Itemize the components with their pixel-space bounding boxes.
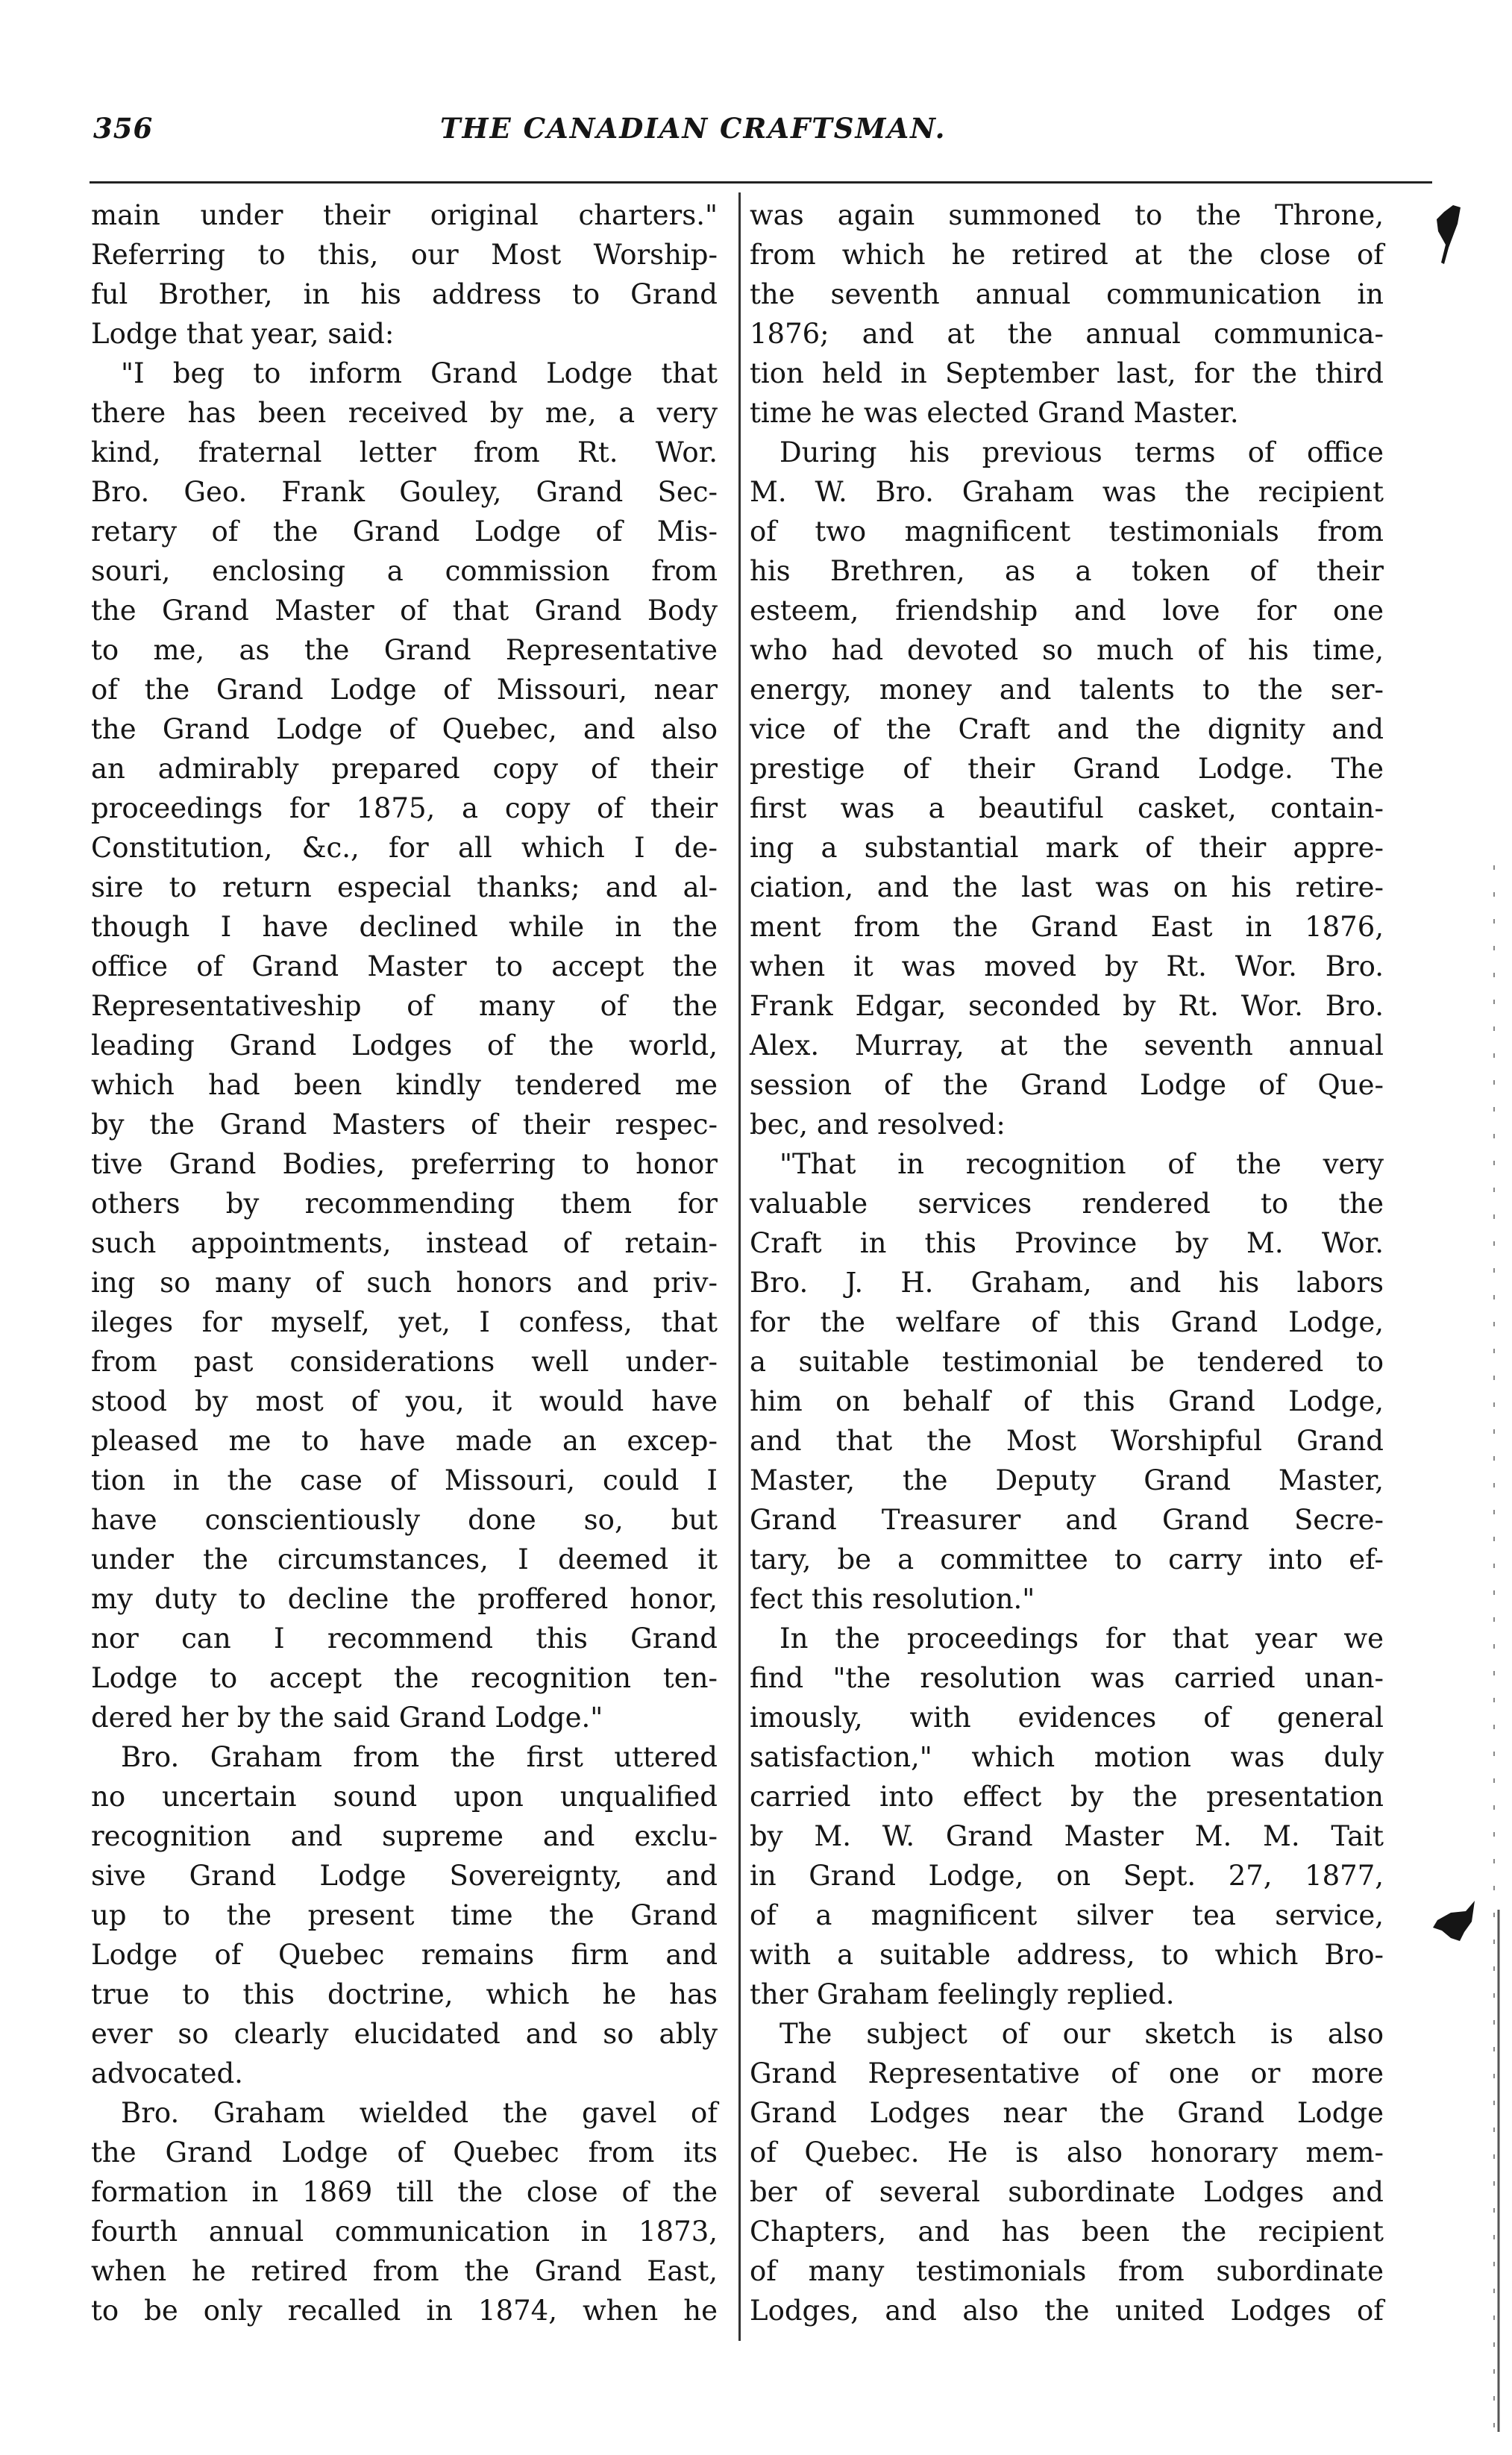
right-column-text-line: ciation, and the last was on his retire- xyxy=(750,871,1384,903)
right-column-text-line: tion held in September last, for the third xyxy=(750,357,1384,389)
left-column-text-line: Bro. Graham wielded the gavel of xyxy=(121,2097,718,2129)
left-column-text-line: Referring to this, our Most Worship- xyxy=(91,239,718,271)
right-column-text-line: Grand Treasurer and Grand Secre- xyxy=(750,1504,1384,1536)
right-column-text-line: with a suitable address, to which Bro- xyxy=(750,1939,1384,1971)
right-column-text-line: bec, and resolved: xyxy=(750,1109,1006,1141)
left-column-text-line: stood by most of you, it would have xyxy=(91,1385,718,1417)
left-column-text-line: others by recommending them for xyxy=(91,1188,718,1220)
left-column-text-line: ileges for myself, yet, I confess, that xyxy=(91,1306,718,1338)
right-column-text-line: Chapters, and has been the recipient xyxy=(750,2216,1384,2248)
right-column-text-line: carried into effect by the presentation xyxy=(750,1781,1384,1813)
running-title: THE CANADIAN CRAFTSMAN. xyxy=(440,112,947,145)
right-column-text-line: esteem, friendship and love for one xyxy=(750,595,1384,627)
left-column-text-line: up to the present time the Grand xyxy=(91,1899,718,1931)
left-column-text-line: sive Grand Lodge Sovereignty, and xyxy=(91,1860,718,1892)
page-header xyxy=(0,112,1512,157)
right-column-text-line: from which he retired at the close of xyxy=(750,239,1384,271)
left-column-text-line: to be only recalled in 1874, when he xyxy=(91,2295,718,2327)
right-column-text-line: for the welfare of this Grand Lodge, xyxy=(750,1306,1384,1338)
left-column-text-line: by the Grand Masters of their respec- xyxy=(91,1109,718,1141)
left-column-text-line: my duty to decline the proffered honor, xyxy=(91,1583,718,1615)
left-column-text-line: proceedings for 1875, a copy of their xyxy=(91,792,718,824)
header-rule xyxy=(90,181,1432,184)
left-column-text-line: no uncertain sound upon unqualified xyxy=(91,1781,718,1813)
right-column-text-line: satisfaction," which motion was duly xyxy=(750,1741,1384,1773)
left-column-text-line: an admirably prepared copy of their xyxy=(91,753,718,785)
left-column-text-line: Bro. Geo. Frank Gouley, Grand Sec- xyxy=(91,476,718,508)
page-number: 356 xyxy=(93,112,154,145)
right-column-text-line: During his previous terms of office xyxy=(779,436,1384,468)
left-column-text-line: Lodge of Quebec remains firm and xyxy=(91,1939,718,1971)
left-column-text-line: retary of the Grand Lodge of Mis- xyxy=(91,515,718,548)
right-column-text-line: M. W. Bro. Graham was the recipient xyxy=(750,476,1384,508)
left-column-text-line: under the circumstances, I deemed it xyxy=(91,1543,718,1575)
right-column-text-line: first was a beautiful casket, contain- xyxy=(750,792,1384,824)
right-column-text-line: Lodges, and also the united Lodges of xyxy=(750,2295,1384,2327)
left-column-text-line: leading Grand Lodges of the world, xyxy=(91,1029,718,1062)
right-column-text-line: fect this resolution." xyxy=(750,1583,1035,1615)
left-column-text-line: from past considerations well under- xyxy=(91,1346,718,1378)
left-column-text-line: fourth annual communication in 1873, xyxy=(91,2216,718,2248)
right-column-text-line: the seventh annual communication in xyxy=(750,278,1384,310)
right-column-text-line: time he was elected Grand Master. xyxy=(750,397,1239,429)
left-column-text-line: have conscientiously done so, but xyxy=(91,1504,718,1536)
right-column-text-line: and that the Most Worshipful Grand xyxy=(750,1425,1384,1457)
left-column-text-line: the Grand Master of that Grand Body xyxy=(91,595,718,627)
right-column-text-line: ber of several subordinate Lodges and xyxy=(750,2176,1384,2208)
right-column-text-line: of Quebec. He is also honorary mem- xyxy=(750,2136,1384,2169)
left-column-text-line: tion in the case of Missouri, could I xyxy=(91,1464,718,1496)
right-column-text-line: Grand Lodges near the Grand Lodge xyxy=(750,2097,1384,2129)
left-column-text-line: Bro. Graham from the first uttered xyxy=(121,1741,718,1773)
right-column-text-line: him on behalf of this Grand Lodge, xyxy=(750,1385,1384,1417)
right-column-text-line: 1876; and at the annual communica- xyxy=(750,318,1384,350)
right-column-text-line: of many testimonials from subordinate xyxy=(750,2255,1384,2287)
left-column-text-line: kind, fraternal letter from Rt. Wor. xyxy=(91,436,718,468)
right-column-text-line: The subject of our sketch is also xyxy=(779,2018,1384,2050)
left-column-text-line: to me, as the Grand Representative xyxy=(91,634,718,666)
right-column-text-line: ment from the Grand East in 1876, xyxy=(750,911,1384,943)
left-column-text-line: of the Grand Lodge of Missouri, near xyxy=(91,674,718,706)
left-column-text-line: Lodge to accept the recognition ten- xyxy=(91,1662,718,1694)
left-column-text-line: nor can I recommend this Grand xyxy=(91,1622,718,1655)
right-column-text-line: when it was moved by Rt. Wor. Bro. xyxy=(750,950,1384,982)
left-column-text-line: true to this doctrine, which he has xyxy=(91,1978,718,2010)
left-column-text-line: "I beg to inform Grand Lodge that xyxy=(121,357,718,389)
left-column-text-line: office of Grand Master to accept the xyxy=(91,950,718,982)
right-column-text-line: session of the Grand Lodge of Que- xyxy=(750,1069,1384,1101)
right-column-text-line: his Brethren, as a token of their xyxy=(750,555,1384,587)
right-column-text-line: was again summoned to the Throne, xyxy=(750,199,1384,231)
left-column-text-line: there has been received by me, a very xyxy=(91,397,718,429)
right-column-text-line: energy, money and talents to the ser- xyxy=(750,674,1384,706)
right-column-text-line: Alex. Murray, at the seventh annual xyxy=(750,1029,1384,1062)
margin-edge-marks xyxy=(1488,865,1503,2432)
left-column-text-line: tive Grand Bodies, preferring to honor xyxy=(91,1148,718,1180)
right-column-text-line: a suitable testimonial be tendered to xyxy=(750,1346,1384,1378)
left-column-text-line: sire to return especial thanks; and al- xyxy=(91,871,718,903)
right-column-text-line: by M. W. Grand Master M. M. Tait xyxy=(750,1820,1384,1852)
left-column-text-line: Lodge that year, said: xyxy=(91,318,395,350)
left-column-text-line: such appointments, instead of retain- xyxy=(91,1227,718,1259)
left-column-text-line: the Grand Lodge of Quebec from its xyxy=(91,2136,718,2169)
right-column-text-line: Frank Edgar, seconded by Rt. Wor. Bro. xyxy=(750,990,1384,1022)
right-column-text-line: of a magnificent silver tea service, xyxy=(750,1899,1384,1931)
right-column-text-line: Grand Representative of one or more xyxy=(750,2057,1384,2089)
left-column-text-line: souri, enclosing a commission from xyxy=(91,555,718,587)
pointing-hand-icon xyxy=(1428,1895,1481,1947)
left-column-text-line: main under their original charters." xyxy=(91,199,718,231)
left-column-text-line: advocated. xyxy=(91,2057,243,2089)
left-column-text-line: ful Brother, in his address to Grand xyxy=(91,278,718,310)
left-column-text-line: dered her by the said Grand Lodge." xyxy=(91,1702,603,1734)
manicule-pointing-hand-icon xyxy=(1431,201,1475,269)
left-column-text-line: recognition and supreme and exclu- xyxy=(91,1820,718,1852)
left-column-text-line: when he retired from the Grand East, xyxy=(91,2255,718,2287)
right-column-text-line: ther Graham feelingly replied. xyxy=(750,1978,1175,2010)
right-column-text-line: find "the resolution was carried unan- xyxy=(750,1662,1384,1694)
left-column-text-line: formation in 1869 till the close of the xyxy=(91,2176,718,2208)
right-column-text-line: Master, the Deputy Grand Master, xyxy=(750,1464,1384,1496)
column-divider xyxy=(738,192,741,2341)
right-column-text-line: who had devoted so much of his time, xyxy=(750,634,1384,666)
left-column-text-line: Representativeship of many of the xyxy=(91,990,718,1022)
right-column-text-line: Bro. J. H. Graham, and his labors xyxy=(750,1267,1384,1299)
right-column-text-line: Craft in this Province by M. Wor. xyxy=(750,1227,1384,1259)
left-column-text-line: though I have declined while in the xyxy=(91,911,718,943)
right-column-text-line: tary, be a committee to carry into ef- xyxy=(750,1543,1384,1575)
right-column xyxy=(750,195,1384,2330)
left-column xyxy=(91,195,718,2330)
right-column-text-line: valuable services rendered to the xyxy=(750,1188,1384,1220)
right-column-text-line: vice of the Craft and the dignity and xyxy=(750,713,1384,745)
right-column-text-line: "That in recognition of the very xyxy=(779,1148,1384,1180)
left-column-text-line: ing so many of such honors and priv- xyxy=(91,1267,718,1299)
right-column-text-line: prestige of their Grand Lodge. The xyxy=(750,753,1384,785)
right-column-text-line: ing a substantial mark of their appre- xyxy=(750,832,1384,864)
right-column-text-line: imously, with evidences of general xyxy=(750,1702,1384,1734)
left-column-text-line: the Grand Lodge of Quebec, and also xyxy=(91,713,718,745)
right-column-text-line: In the proceedings for that year we xyxy=(779,1622,1384,1655)
left-column-text-line: Constitution, &c., for all which I de- xyxy=(91,832,718,864)
left-column-text-line: ever so clearly elucidated and so ably xyxy=(91,2018,718,2050)
right-column-text-line: in Grand Lodge, on Sept. 27, 1877, xyxy=(750,1860,1384,1892)
right-column-text-line: of two magnificent testimonials from xyxy=(750,515,1384,548)
left-column-text-line: which had been kindly tendered me xyxy=(91,1069,718,1101)
left-column-text-line: pleased me to have made an excep- xyxy=(91,1425,718,1457)
